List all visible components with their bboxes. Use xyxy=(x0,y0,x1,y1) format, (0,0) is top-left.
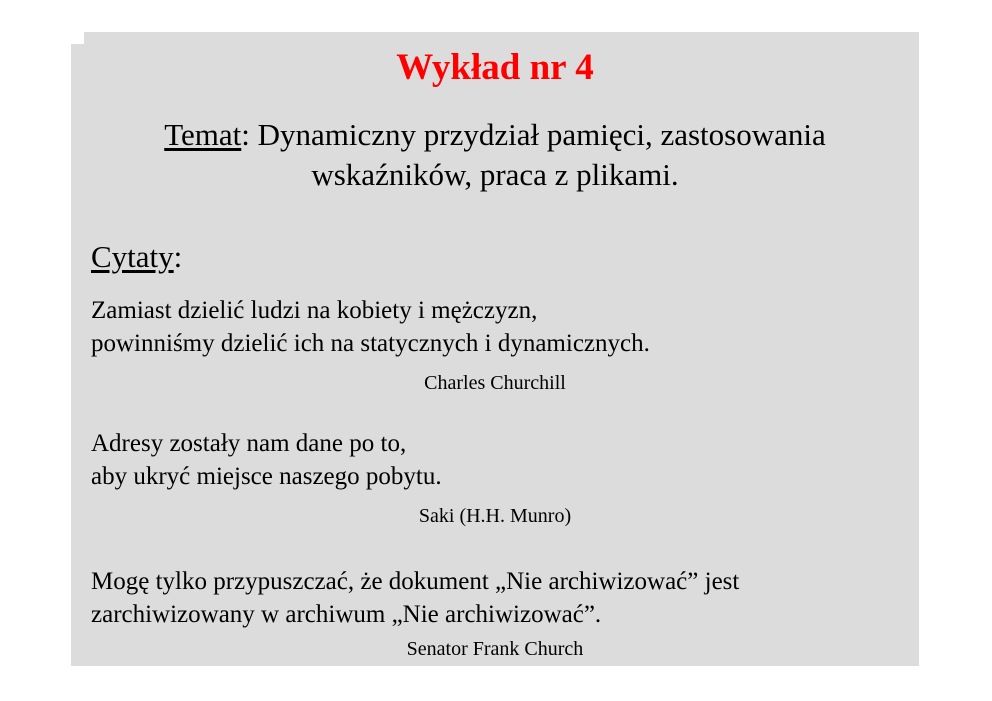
slide-title: Wykład nr 4 xyxy=(396,47,594,88)
quotes-label: Cytaty xyxy=(91,239,174,274)
quote-2 xyxy=(91,427,911,493)
quotes-separator: : xyxy=(173,239,183,274)
topic-heading xyxy=(92,115,898,195)
quote-1 xyxy=(91,294,911,360)
quote-2-line-2: aby ukryć miejsce naszego pobytu. xyxy=(91,463,442,490)
topic-label: Temat xyxy=(164,117,242,152)
quote-3-author: Senator Frank Church xyxy=(406,638,584,660)
slide-corner-notch xyxy=(71,32,84,44)
topic-text-line-1: Dynamiczny przydział pamięci, zastosowania xyxy=(249,117,826,152)
quote-1-line-1: Zamiast dzielić ludzi na kobiety i mężczyzn, xyxy=(91,297,538,324)
quote-3 xyxy=(91,565,911,631)
quote-2-author: Saki (H.H. Munro) xyxy=(418,505,572,527)
quote-3-line-2: zarchiwizowany w archiwum „Nie archiwizować”. xyxy=(91,601,602,628)
quote-1-author: Charles Churchill xyxy=(424,372,566,394)
quotes-heading xyxy=(91,239,182,275)
quote-3-line-1: Mogę tylko przypuszczać, że dokument „Nie archiwizować” jest xyxy=(91,568,740,595)
quote-2-line-1: Adresy zostały nam dane po to, xyxy=(91,430,407,457)
topic-separator: : xyxy=(241,117,250,152)
topic-line-1 xyxy=(92,115,898,155)
topic-text-line-2: wskaźników, praca z plikami. xyxy=(311,157,679,192)
quote-1-line-2: powinniśmy dzielić ich na statycznych i dynamicznych. xyxy=(91,330,650,357)
